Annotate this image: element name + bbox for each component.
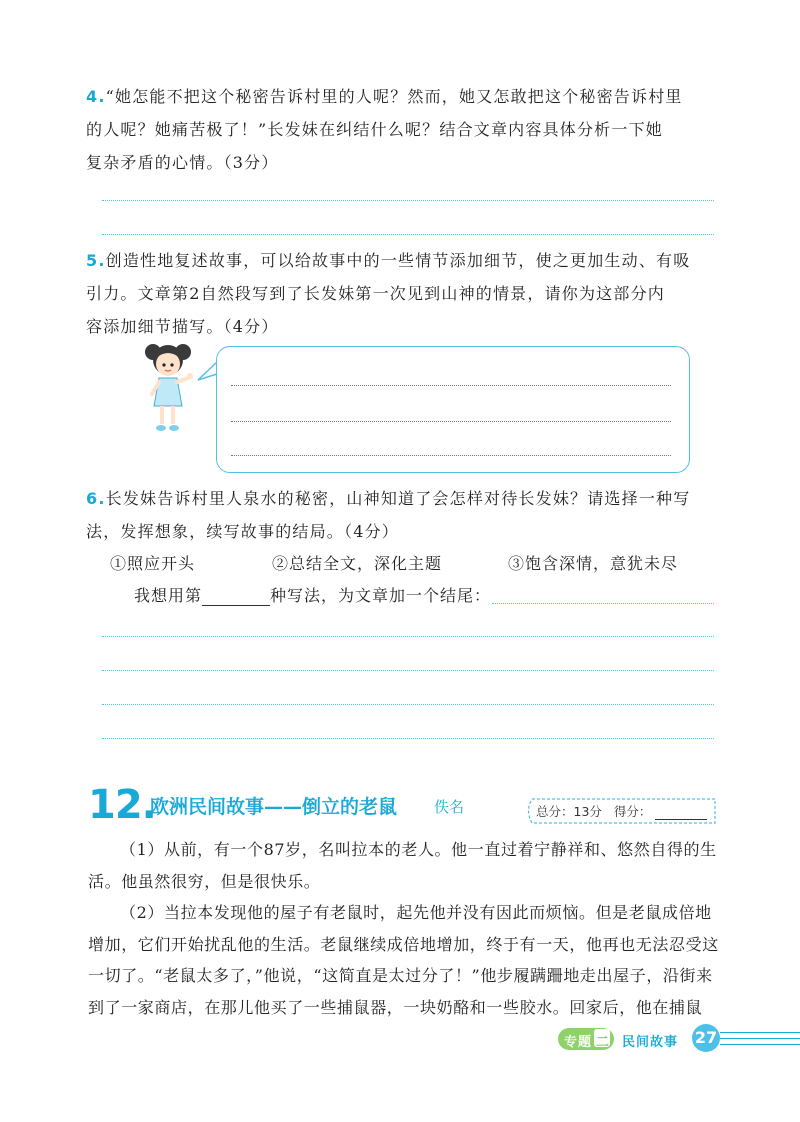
question-number: 6. [86, 489, 106, 508]
question-6-line-2: 法，发挥想象，续写故事的结局。（4分） [86, 522, 399, 541]
question-5 [86, 244, 726, 343]
story-paragraph-2: （2）当拉本发现他的屋子有老鼠时，起先他并没有因此而烦恼。但是老鼠成倍地增加，它们开始扰乱他的生活。老鼠继续成倍地增加，终于有一天，他再也无法忍受这一切了。“老鼠太多了，”他说，“这简直是太过分了！”他步履蹒跚地走出屋子，沿街来到了一家商店，在那儿他买了一些捕鼠器，一块奶酪和一些胶水。回家后，他在捕鼠 [88, 903, 719, 1017]
method-prompt: 我想用第 种写法，为文章加一个结尾： [134, 586, 492, 605]
speech-bubble-tail [196, 360, 218, 382]
answer-line[interactable] [102, 704, 714, 705]
score-blank[interactable] [655, 805, 707, 820]
answer-line[interactable] [231, 455, 671, 456]
answer-line[interactable] [231, 385, 671, 386]
answer-line[interactable] [492, 603, 714, 604]
footer-rule [720, 1032, 800, 1033]
question-5-line-1: 5.创造性地复述故事，可以给故事中的一些情节添加细节，使之更加生动、有吸 [86, 251, 691, 270]
question-4-line-3: 复杂矛盾的心情。（3分） [86, 153, 279, 172]
question-4-line-1: 4.“她怎能不把这个秘密告诉村里的人呢？然而，她又怎敢把这个秘密告诉村里 [86, 87, 683, 106]
page-number: 27 [692, 1024, 720, 1052]
score-label: 得分： [613, 804, 652, 819]
score-box [524, 798, 716, 824]
total-score: 总分：13分 [536, 804, 602, 819]
story-paragraph-1: （1）从前，有一个87岁，名叫拉本的老人。他一直过着宁静祥和、悠然自得的生活。他虽然很穷，但是很快乐。 [88, 840, 717, 891]
question-6 [86, 482, 726, 548]
option-3: ③饱含深情，意犹未尽 [508, 554, 679, 573]
method-blank[interactable] [202, 587, 270, 606]
footer-tag-number: 二 [596, 1035, 610, 1050]
answer-line[interactable] [102, 670, 714, 671]
answer-line[interactable] [231, 421, 671, 422]
answer-line[interactable] [102, 738, 714, 739]
answer-line[interactable] [102, 234, 714, 235]
section-number: 12. [88, 782, 156, 828]
answer-line[interactable] [102, 636, 714, 637]
question-6-line-1: 6.长发妹告诉村里人泉水的秘密，山神知道了会怎样对待长发妹？请选择一种写 [86, 489, 691, 508]
footer-unit: 民间故事 [622, 1035, 679, 1050]
option-2: ②总结全文，深化主题 [272, 554, 443, 573]
footer-rule [720, 1038, 800, 1039]
option-1: ①照应开头 [110, 554, 196, 573]
footer-tag-char: 专 [564, 1035, 578, 1050]
author: 佚名 [434, 798, 465, 816]
footer-tag-char: 题 [578, 1035, 592, 1050]
speech-bubble-answer-box[interactable] [216, 346, 690, 473]
question-5-line-2: 引力。文章第2自然段写到了长发妹第一次见到山神的情景，请你为这部分内 [86, 284, 665, 303]
question-5-line-3: 容添加细节描写。（4分） [86, 317, 279, 336]
question-4-line-2: 的人呢？她痛苦极了！”长发妹在纠结什么呢？结合文章内容具体分析一下她 [86, 120, 663, 139]
story-title: 欧洲民间故事——倒立的老鼠 [150, 796, 398, 818]
answer-line[interactable] [102, 200, 714, 201]
girl-illustration [140, 338, 202, 436]
question-4 [86, 80, 726, 179]
footer-rule [720, 1044, 800, 1045]
question-number: 5. [86, 251, 106, 270]
question-number: 4. [86, 87, 106, 106]
